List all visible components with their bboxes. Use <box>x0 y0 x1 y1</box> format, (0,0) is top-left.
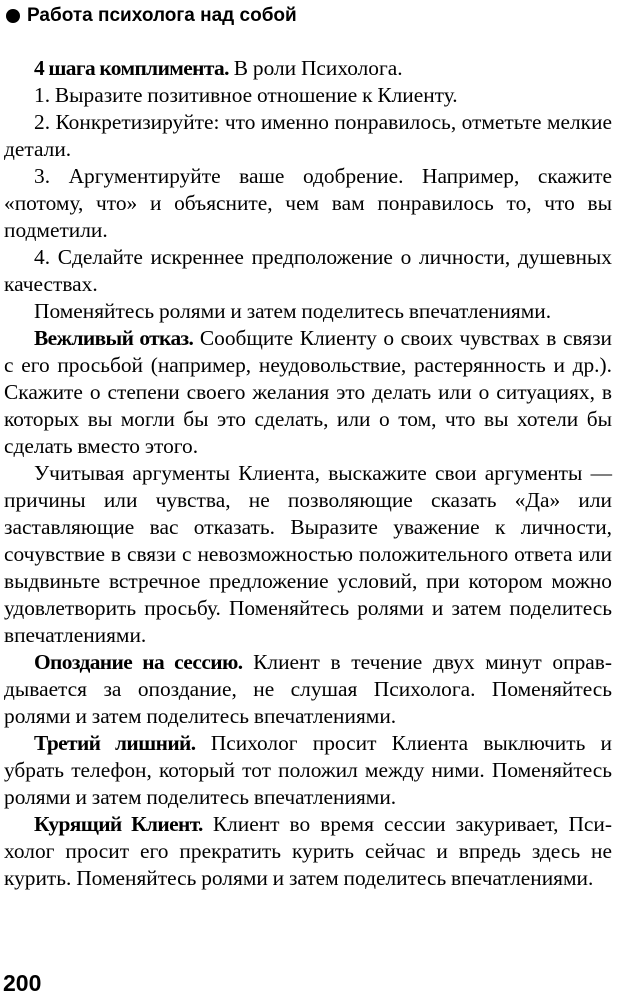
paragraph <box>4 244 612 298</box>
paragraph-text: Сообщите Клиенту о своих чувствах в связи с его просьбой (например, неудовольствие, растерянность и др.). Скажите о степени своего желания это делать или о ситуациях, в которых вы могли бы это сделать, или о том, что вы хотели бы сделать вместо этого. <box>4 326 612 458</box>
paragraph-text: 2. Конкретизируйте: что именно понравилось, отметьте мелкие детали. <box>4 110 612 161</box>
paragraph <box>4 109 612 163</box>
paragraph-text: Клиент в течение двух минут оправдывается за опоздание, не слушая Психолога. Поменяйтесь ролями и затем поделитесь впечатлениями. <box>4 650 612 728</box>
paragraph-title: 4 шага комплимента. <box>34 56 229 80</box>
paragraph-text: 3. Аргументируйте ваше одобрение. Например, скажите «потому, что» и объясните, чем вам понравилось то, что вы подметили. <box>4 164 612 242</box>
paragraph-text: Учитывая аргументы Клиента, выскажите свои аргументы — причины или чувства, не позволяющие сказать «Да» или заставляющие вас отказать. Выразите уважение к личности, сочувствие в связи с невозможностью положительного ответа или выдвиньте встречное предложение условий, при котором можно удовлетворить просьбу. Поменяйтесь ролями и затем поделитесь впечатлениями. <box>4 461 612 647</box>
paragraph-title: Третий лишний. <box>34 731 196 755</box>
paragraph <box>4 298 612 325</box>
paragraph <box>4 55 612 82</box>
page-number: 200 <box>3 970 42 996</box>
paragraph <box>4 730 612 811</box>
page-body <box>4 55 612 892</box>
paragraph <box>4 649 612 730</box>
running-header <box>6 2 610 30</box>
paragraph-text: Клиент во время сессии закуривает, Психолог просит его прекратить курить сейчас и впредь здесь не курить. Поменяйтесь ролями и затем поделитесь впечатлениями. <box>4 812 612 890</box>
header-title: Работа психолога над собой <box>27 5 297 26</box>
paragraph <box>4 82 612 109</box>
paragraph <box>4 460 612 649</box>
paragraph-text: 1. Выразите позитивное отношение к Клиенту. <box>34 83 458 107</box>
paragraph <box>4 325 612 460</box>
bullet-icon <box>6 9 20 23</box>
paragraph-text: В роли Психолога. <box>228 56 403 80</box>
paragraph-text: 4. Сделайте искреннее предположение о личности, душевных качествах. <box>4 245 612 296</box>
paragraph-title: Курящий Клиент. <box>34 812 203 836</box>
paragraph-title: Опоздание на сессию. <box>34 650 243 674</box>
paragraph-text: Поменяйтесь ролями и затем поделитесь впечатлениями. <box>34 299 552 323</box>
paragraph-text: Психолог просит Клиента выключить и убрать телефон, который тот положил между ними. Поменяйтесь ролями и затем поделитесь впечатлениями. <box>4 731 612 809</box>
paragraph-title: Вежливый отказ. <box>34 326 194 350</box>
paragraph <box>4 163 612 244</box>
paragraph <box>4 811 612 892</box>
